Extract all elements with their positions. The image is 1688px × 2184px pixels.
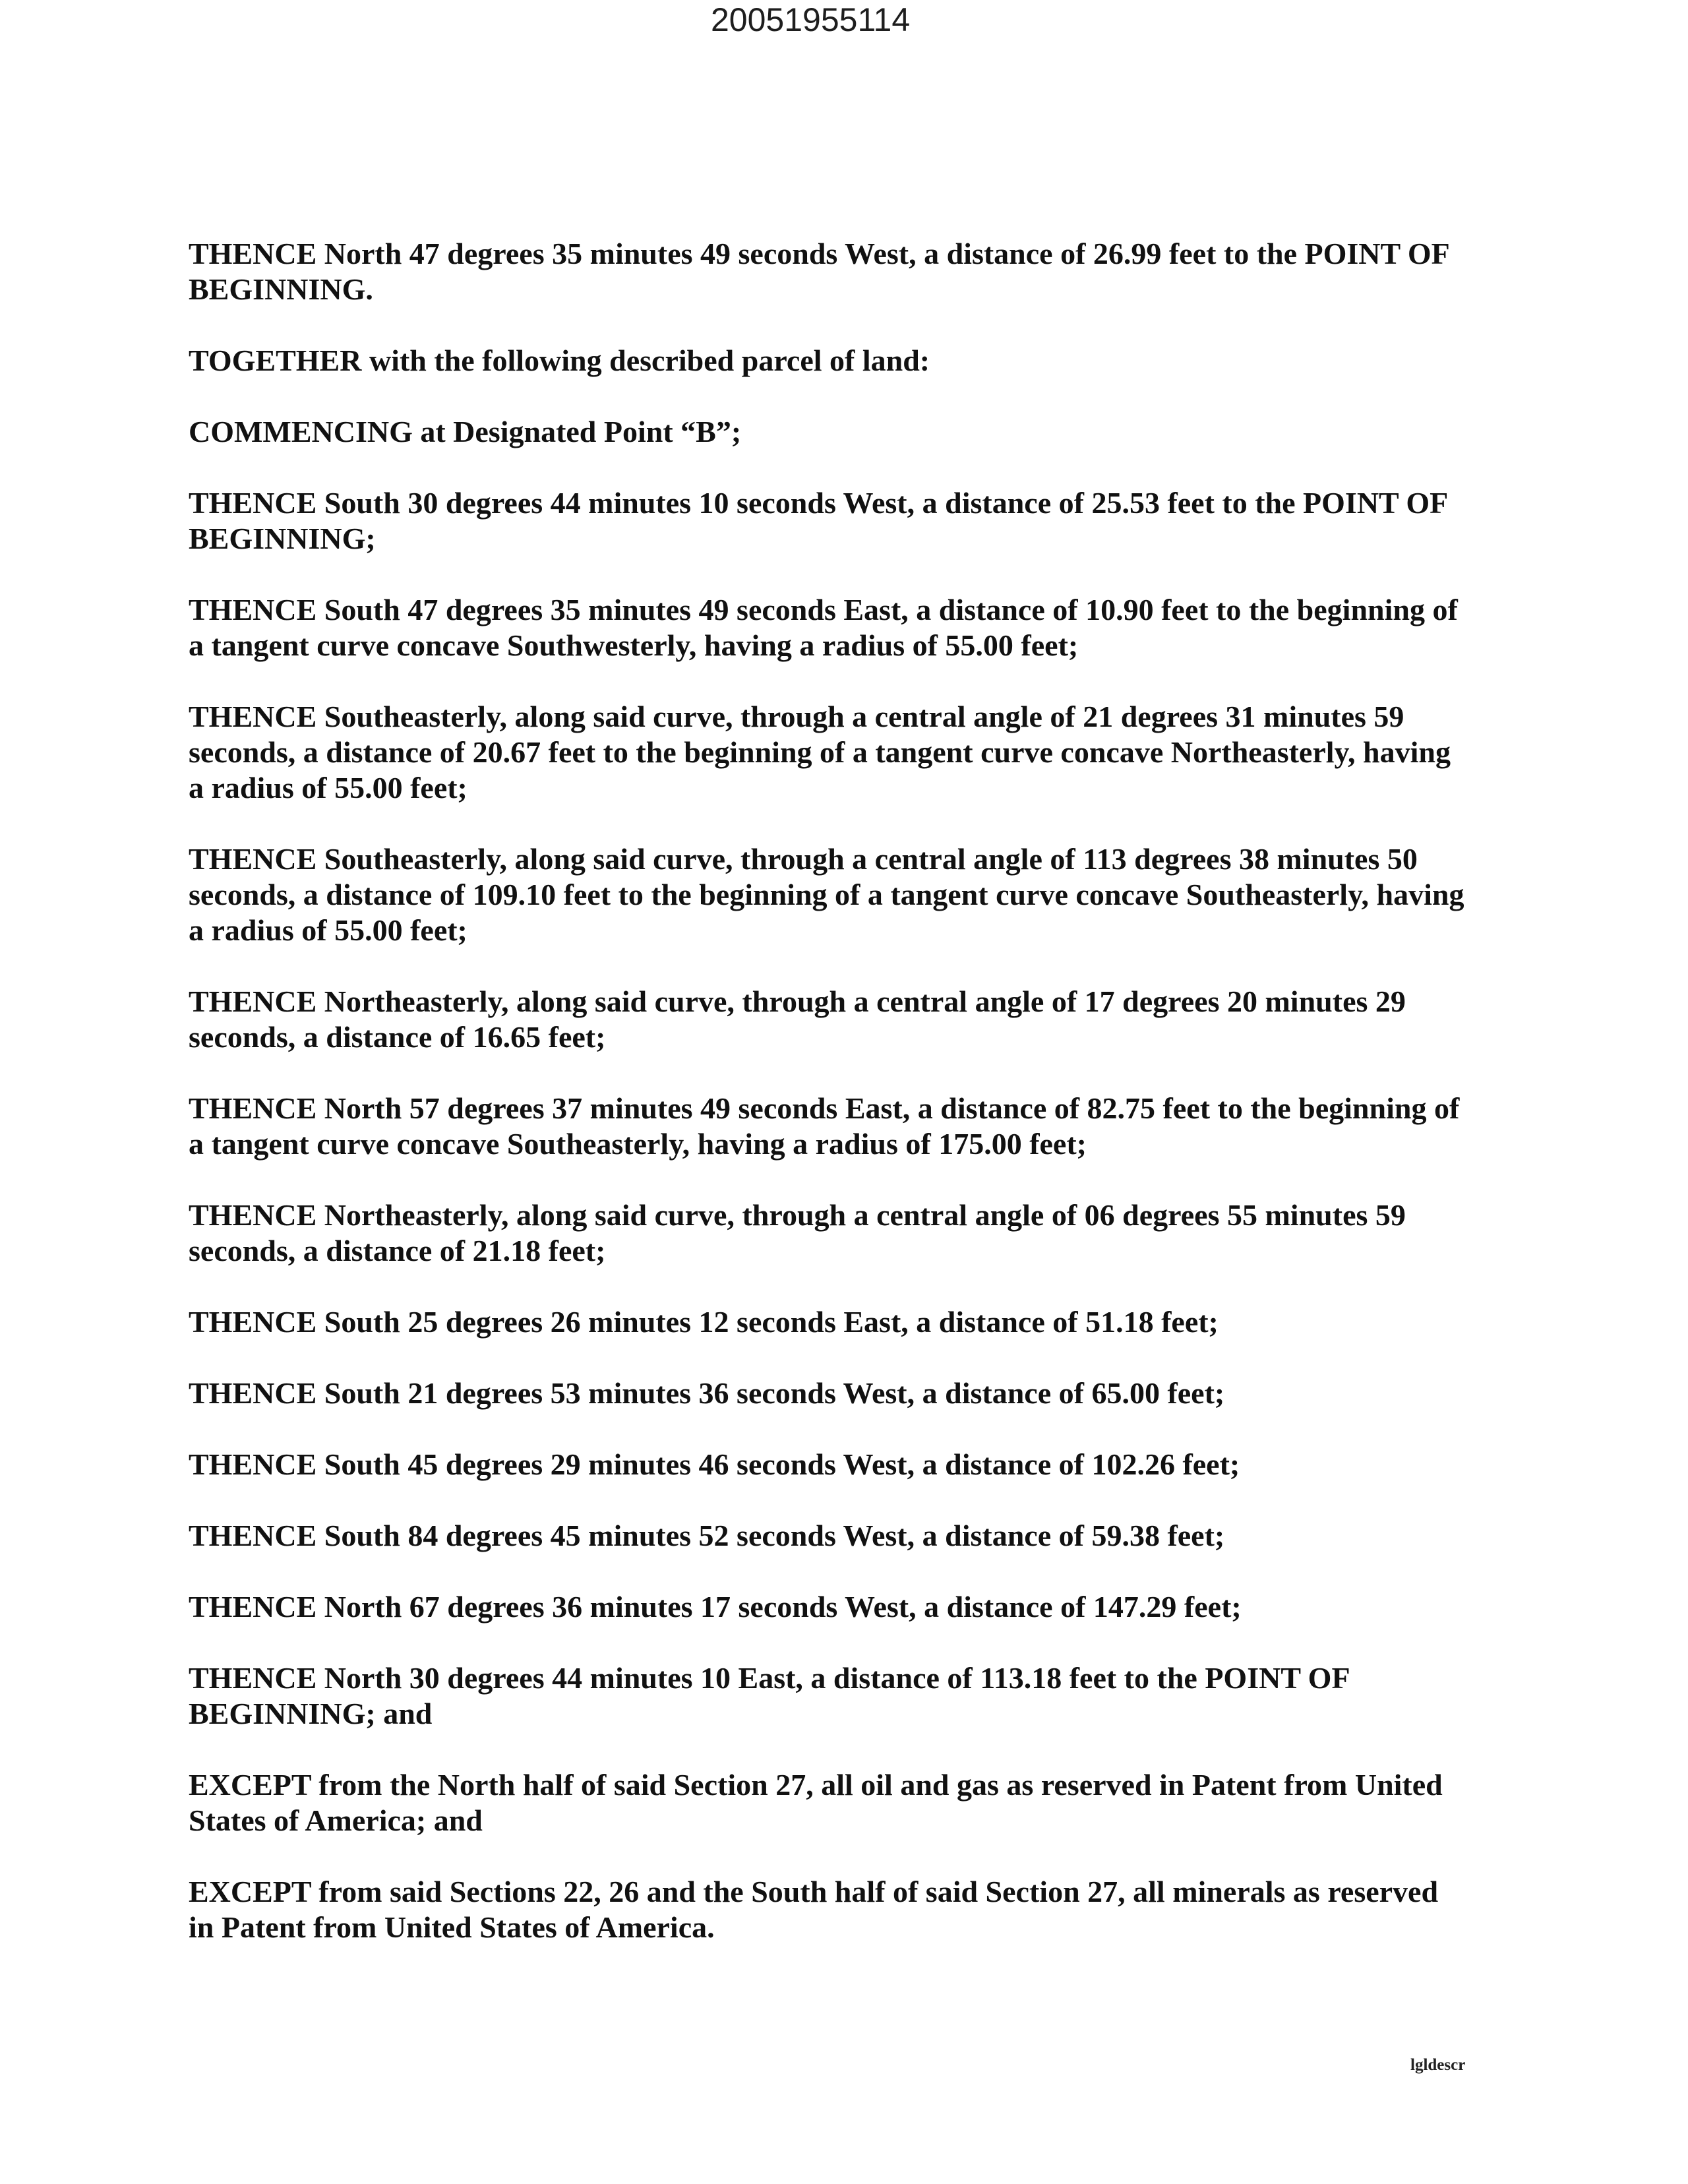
paragraph-line: THENCE Northeasterly, along said curve, through a central angle of 17 degrees 20 minutes 29	[189, 985, 1406, 1018]
paragraph-line: THENCE South 30 degrees 44 minutes 10 seconds West, a distance of 25.53 feet to the POINT OF	[189, 486, 1449, 520]
legal-paragraph	[189, 841, 1464, 948]
paragraph-line: EXCEPT from said Sections 22, 26 and the South half of said Section 27, all minerals as reserved	[189, 1875, 1439, 1908]
paragraph-line: EXCEPT from the North half of said Section 27, all oil and gas as reserved in Patent from United	[189, 1768, 1443, 1802]
legal-paragraph	[189, 1589, 1464, 1625]
legal-paragraph	[189, 1518, 1464, 1554]
paragraph-line: THENCE North 67 degrees 36 minutes 17 seconds West, a distance of 147.29 feet;	[189, 1590, 1242, 1623]
legal-paragraph	[189, 1376, 1464, 1411]
legal-paragraph	[189, 1767, 1464, 1838]
paragraph-line: THENCE Northeasterly, along said curve, through a central angle of 06 degrees 55 minutes 59	[189, 1198, 1406, 1232]
paragraph-line: TOGETHER with the following described parcel of land:	[189, 344, 930, 377]
paragraph-line: BEGINNING;	[189, 522, 376, 555]
paragraph-line: THENCE North 47 degrees 35 minutes 49 seconds West, a distance of 26.99 feet to the POINT OF	[189, 237, 1450, 270]
paragraph-line: COMMENCING at Designated Point “B”;	[189, 415, 742, 448]
legal-paragraph	[189, 414, 1464, 450]
paragraph-line: THENCE South 47 degrees 35 minutes 49 seconds East, a distance of 10.90 feet to the beginning of	[189, 593, 1458, 626]
legal-paragraph	[189, 592, 1464, 663]
legal-paragraph	[189, 699, 1464, 806]
paragraph-line: THENCE South 45 degrees 29 minutes 46 seconds West, a distance of 102.26 feet;	[189, 1447, 1240, 1481]
paragraph-line: seconds, a distance of 20.67 feet to the beginning of a tangent curve concave Northeasterly, having	[189, 735, 1451, 769]
paragraph-line: seconds, a distance of 21.18 feet;	[189, 1234, 606, 1267]
paragraph-line: THENCE South 21 degrees 53 minutes 36 seconds West, a distance of 65.00 feet;	[189, 1376, 1225, 1410]
paragraph-line: a tangent curve concave Southwesterly, having a radius of 55.00 feet;	[189, 628, 1079, 662]
legal-paragraph	[189, 343, 1464, 379]
legal-paragraph	[189, 236, 1464, 307]
paragraph-line: BEGINNING.	[189, 272, 373, 306]
paragraph-line: seconds, a distance of 109.10 feet to the beginning of a tangent curve concave Southeasterly, having	[189, 878, 1464, 911]
paragraph-line: seconds, a distance of 16.65 feet;	[189, 1020, 606, 1054]
paragraph-line: in Patent from United States of America.	[189, 1910, 715, 1944]
paragraph-line: THENCE Southeasterly, along said curve, through a central angle of 113 degrees 38 minutes 50	[189, 842, 1418, 876]
legal-description-body	[189, 236, 1464, 1981]
paragraph-line: BEGINNING; and	[189, 1697, 433, 1730]
paragraph-line: THENCE North 30 degrees 44 minutes 10 East, a distance of 113.18 feet to the POINT OF	[189, 1661, 1350, 1695]
legal-paragraph	[189, 1874, 1464, 1945]
paragraph-line: a radius of 55.00 feet;	[189, 913, 467, 947]
legal-paragraph	[189, 1091, 1464, 1162]
legal-paragraph	[189, 984, 1464, 1055]
legal-paragraph	[189, 1304, 1464, 1340]
document-number: 20051955114	[711, 1, 911, 38]
paragraph-line: THENCE South 25 degrees 26 minutes 12 seconds East, a distance of 51.18 feet;	[189, 1305, 1219, 1339]
paragraph-line: THENCE Southeasterly, along said curve, through a central angle of 21 degrees 31 minutes 59	[189, 700, 1404, 733]
legal-paragraph	[189, 1660, 1464, 1732]
paragraph-line: THENCE North 57 degrees 37 minutes 49 seconds East, a distance of 82.75 feet to the beginning of	[189, 1091, 1460, 1125]
footer-code: lgldescr	[1410, 2056, 1466, 2074]
paragraph-line: THENCE South 84 degrees 45 minutes 52 seconds West, a distance of 59.38 feet;	[189, 1519, 1225, 1552]
paragraph-line: a radius of 55.00 feet;	[189, 771, 467, 804]
paragraph-line: a tangent curve concave Southeasterly, having a radius of 175.00 feet;	[189, 1127, 1087, 1161]
paragraph-line: States of America; and	[189, 1804, 483, 1837]
legal-paragraph	[189, 485, 1464, 557]
legal-paragraph	[189, 1198, 1464, 1269]
legal-paragraph	[189, 1447, 1464, 1482]
